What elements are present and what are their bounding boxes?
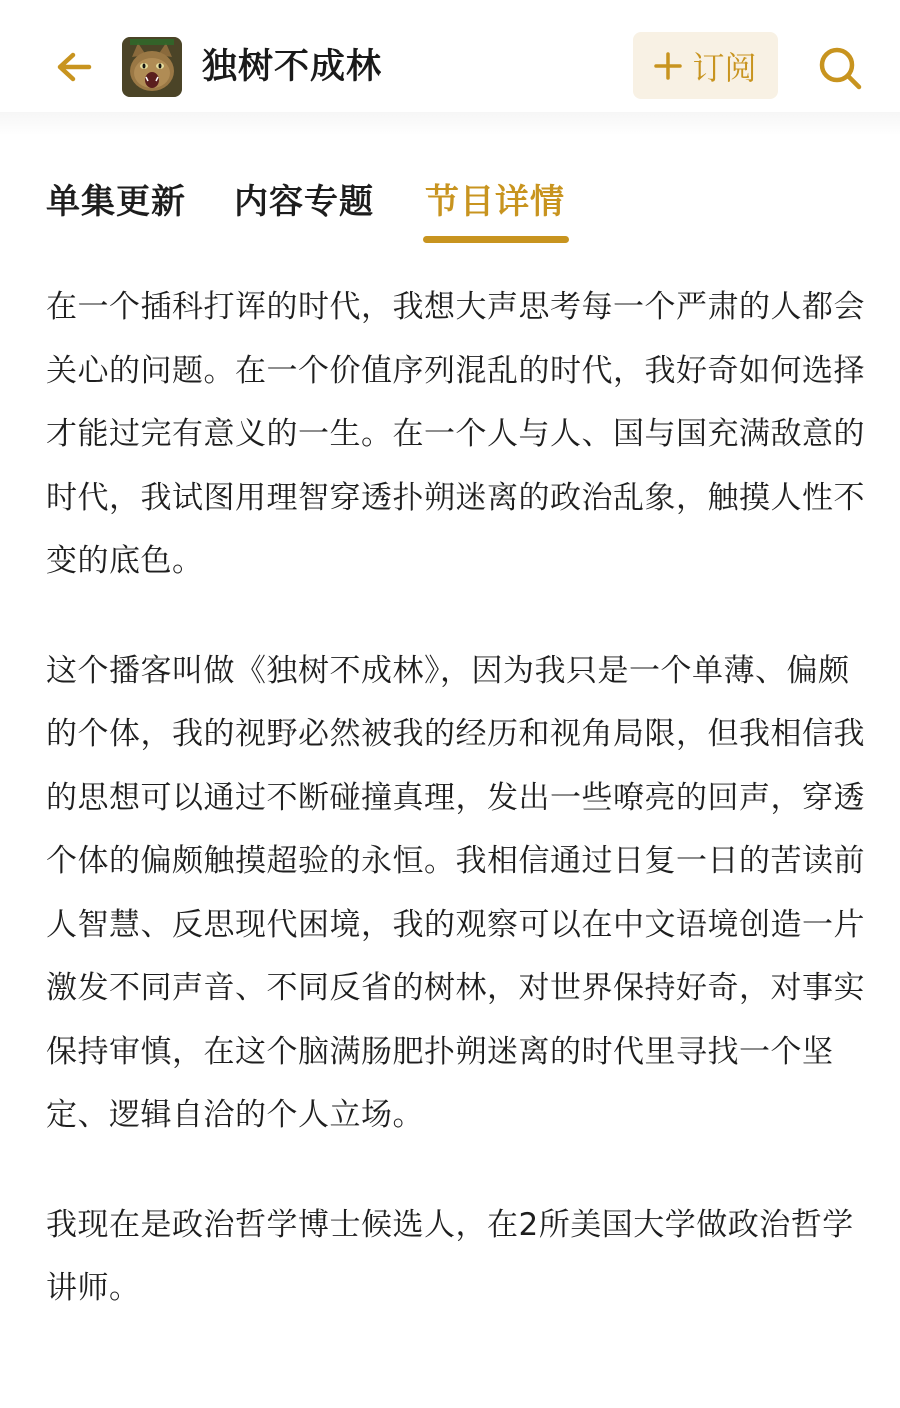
subscribe-label: 订阅 xyxy=(692,48,757,87)
tab-bar xyxy=(0,160,900,250)
header-shadow xyxy=(0,112,900,136)
podcast-description xyxy=(46,276,868,1321)
description-paragraph: 在一个插科打诨的时代，我想大声思考每一个严肃的人都会关心的问题。在一个价值序列混乱的时代，我好奇如何选择才能过完有意义的一生。在一个人与人、国与国充满敌意的时代，我试图用理智穿透扑朔迷离的政治乱象，触摸人性不变的底色。 xyxy=(46,289,865,579)
subscribe-button[interactable] xyxy=(633,32,778,99)
active-tab-indicator xyxy=(423,236,569,243)
tab-topics[interactable]: 内容专题 xyxy=(234,182,374,222)
search-button[interactable] xyxy=(812,40,868,96)
back-button[interactable] xyxy=(50,44,96,90)
podcast-title: 独树不成林 xyxy=(202,47,383,87)
description-paragraph: 这个播客叫做《独树不成林》，因为我只是一个单薄、偏颇的个体，我的视野必然被我的经历和视角局限，但我相信我的思想可以通过不断碰撞真理，发出一些嘹亮的回声，穿透个体的偏颇触摸超验的永恒。我相信通过日复一日的苦读前人智慧、反思现代困境，我的观察可以在中文语境创造一片激发不同声音、不同反省的树林，对世界保持好奇，对事实保持审慎，在这个脑满肠肥扑朔迷离的时代里寻找一个坚定、逻辑自洽的个人立场。 xyxy=(46,652,865,1133)
search-icon xyxy=(816,44,864,92)
podcast-cover-avatar[interactable] xyxy=(122,37,182,97)
tab-details[interactable]: 节目详情 xyxy=(425,182,565,222)
plus-icon xyxy=(654,52,682,80)
description-paragraph: 我现在是政治哲学博士候选人，在2所美国大学做政治哲学讲师。 xyxy=(46,1206,854,1306)
back-arrow-icon xyxy=(53,51,93,83)
tab-episodes[interactable]: 单集更新 xyxy=(46,182,186,222)
cat-cover-image xyxy=(122,37,182,97)
